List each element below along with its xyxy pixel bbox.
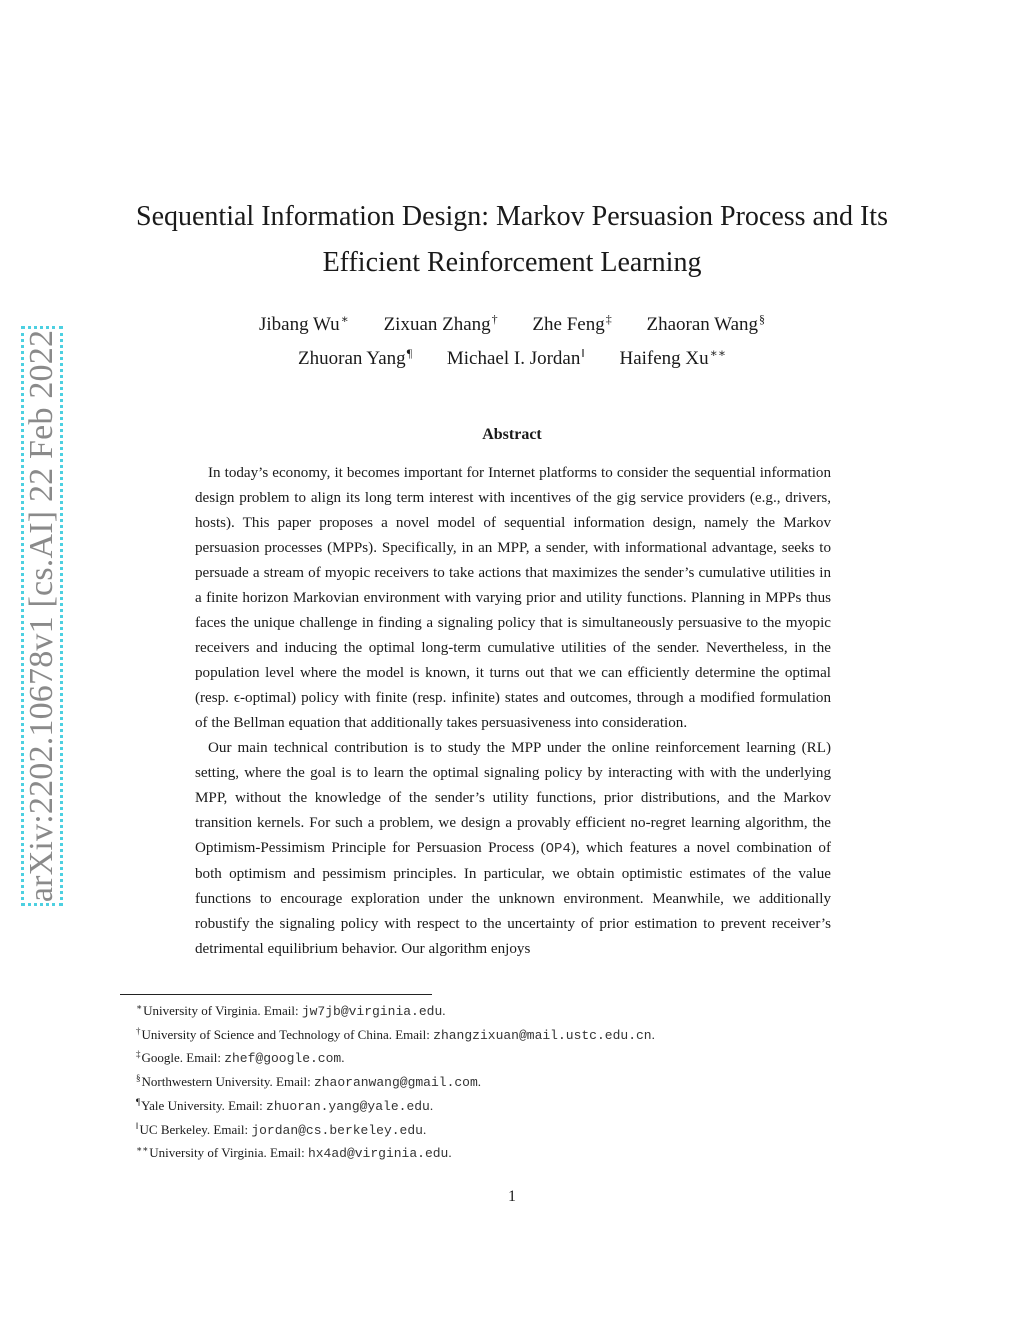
author-mark: ∗ (340, 312, 349, 326)
footnote-affiliation: Yale University. Email: (141, 1097, 267, 1113)
author-mark: † (491, 312, 498, 326)
footnote: ∗∗University of Virginia. Email: hx4ad@virginia.edu. (136, 1144, 452, 1162)
author-mark: § (759, 312, 766, 326)
author-name: Zhuoran Yang (298, 348, 406, 369)
footnote: §Northwestern University. Email: zhaoranwang@gmail.com. (136, 1073, 482, 1091)
footnote: ‖UC Berkeley. Email: jordan@cs.berkeley.edu. (136, 1120, 427, 1138)
author-name: Michael I. Jordan (446, 348, 581, 369)
author (298, 339, 412, 373)
footnote-mark: ∗∗ (136, 1144, 149, 1155)
footnote-mark: § (136, 1073, 141, 1084)
footnote-rule (120, 994, 432, 995)
footnote-email-link[interactable]: hx4ad@virginia.edu (307, 1146, 449, 1162)
footnote-mark: ‡ (136, 1049, 141, 1060)
footnote: ∗University of Virginia. Email: jw7jb@virginia.edu. (136, 1002, 446, 1019)
author-mark: ∗∗ (709, 346, 726, 360)
author (532, 305, 611, 339)
author-mark: ¶ (406, 346, 413, 360)
author-name: Jibang Wu (258, 314, 340, 335)
footnote-affiliation: Northwestern University. Email: (141, 1074, 314, 1090)
footnote-email-link[interactable]: zhaoranwang@gmail.com (313, 1075, 478, 1091)
arxiv-stamp[interactable] (21, 326, 63, 906)
footnote-email-link[interactable]: jw7jb@virginia.edu (301, 1004, 443, 1019)
footnote-affiliation: Google. Email: (141, 1050, 225, 1066)
abstract-text: ), which features a novel combination of both optimism and pessimism principles. In particular, we obtain optimistic estimates of the value functions to encourage exploration under the unknown environment. Meanwhile, we additionally robustify the signaling policy with respect to the uncertainty of prior estimation to prevent receiver’s detrimental equilibrium behavior. Our algorithm enjoys (195, 840, 831, 957)
page-number: 1 (508, 1188, 516, 1205)
footnote: ¶Yale University. Email: zhuoran.yang@yale.edu. (136, 1096, 434, 1114)
footnote-email-link[interactable]: zhuoran.yang@yale.edu (266, 1098, 430, 1114)
abstract-text: Our main technical contribution is to study the MPP under the online reinforcement learning (RL) setting, where the goal is to learn the optimal signaling policy by interacting with with the underlying MPP, without the knowledge of the sender’s utility functions, prior distributions, and the Markov transition kernels. For such a problem, we design a provably efficient no-regret learning algorithm, the Optimism-Pessimism Principle for Persuasion Process ( (195, 740, 831, 856)
footnote-email-link[interactable]: zhangzixuan@mail.ustc.edu.cn (433, 1027, 652, 1043)
footnote-affiliation: University of Virginia. Email: (149, 1145, 308, 1161)
author-mark: ‡ (605, 312, 612, 326)
author (619, 339, 725, 373)
footnote-mark: ‖ (136, 1120, 139, 1131)
footnote-email-link[interactable]: jordan@cs.berkeley.edu (251, 1122, 423, 1138)
author-mark: ‖ (581, 346, 585, 360)
author-name: Haifeng Xu (619, 348, 709, 369)
footnote-list (136, 998, 896, 1164)
author (384, 305, 498, 339)
abstract-heading: Abstract (482, 426, 542, 443)
paper-title (100, 194, 924, 286)
algorithm-name-code: OP4 (545, 841, 571, 857)
footnote-affiliation: University of Virginia. Email: (143, 1003, 302, 1018)
author-name: Zhe Feng (532, 314, 605, 335)
title-line-1: Sequential Information Design: Markov Persuasion Process and Its (136, 201, 888, 232)
abstract-paragraph-2 (195, 736, 831, 962)
author-row (100, 305, 924, 339)
title-line-2: Efficient Reinforcement Learning (322, 247, 702, 278)
abstract-paragraph-1: In today’s economy, it becomes important for Internet platforms to consider the sequential information design problem to align its long term interest with incentives of the gig service providers (e.g., drivers, hosts). This paper proposes a novel model of sequential information design, namely the Markov persuasion processes (MPPs). Specifically, in an MPP, a sender, with informational advantage, seeks to persuade a stream of myopic receivers to take actions that maximizes the sender’s cumulative utilities in a finite horizon Markovian environment with varying prior and utility functions. Planning in MPPs thus faces the unique challenge in finding a signaling policy that is simultaneously persuasive to the myopic receivers and inducing the optimal long-term cumulative utilities of the sender. Nevertheless, in the population level where the model is known, it turns out that we can efficiently determine the optimal (resp. ϵ-optimal) policy with finite (resp. infinite) states and outcomes, through a modified formulation of the Bellman equation that additionally takes persuasiveness into consideration. (195, 465, 831, 731)
author (646, 305, 765, 339)
footnote: †University of Science and Technology of China. Email: zhangzixuan@mail.ustc.edu.cn. (136, 1025, 655, 1043)
author-name: Zhaoran Wang (646, 314, 759, 335)
footnote-affiliation: University of Science and Technology of China. Email: (141, 1026, 434, 1042)
abstract-body (195, 461, 831, 962)
arxiv-id: arXiv:2202.10678v1 [cs.AI] 22 Feb 2022 (23, 329, 60, 903)
footnote-mark: ∗ (136, 1002, 143, 1012)
author-list (100, 305, 924, 373)
author-row (100, 339, 924, 373)
footnote-email-link[interactable]: zhef@google.com (224, 1051, 342, 1067)
footnote-affiliation: UC Berkeley. Email: (139, 1121, 252, 1137)
author-name: Zixuan Zhang (383, 314, 491, 335)
author (259, 305, 349, 339)
footnote-mark: ¶ (136, 1096, 141, 1107)
footnote: ‡Google. Email: zhef@google.com. (136, 1049, 345, 1067)
author (447, 339, 585, 373)
footnote-mark: † (136, 1025, 141, 1036)
